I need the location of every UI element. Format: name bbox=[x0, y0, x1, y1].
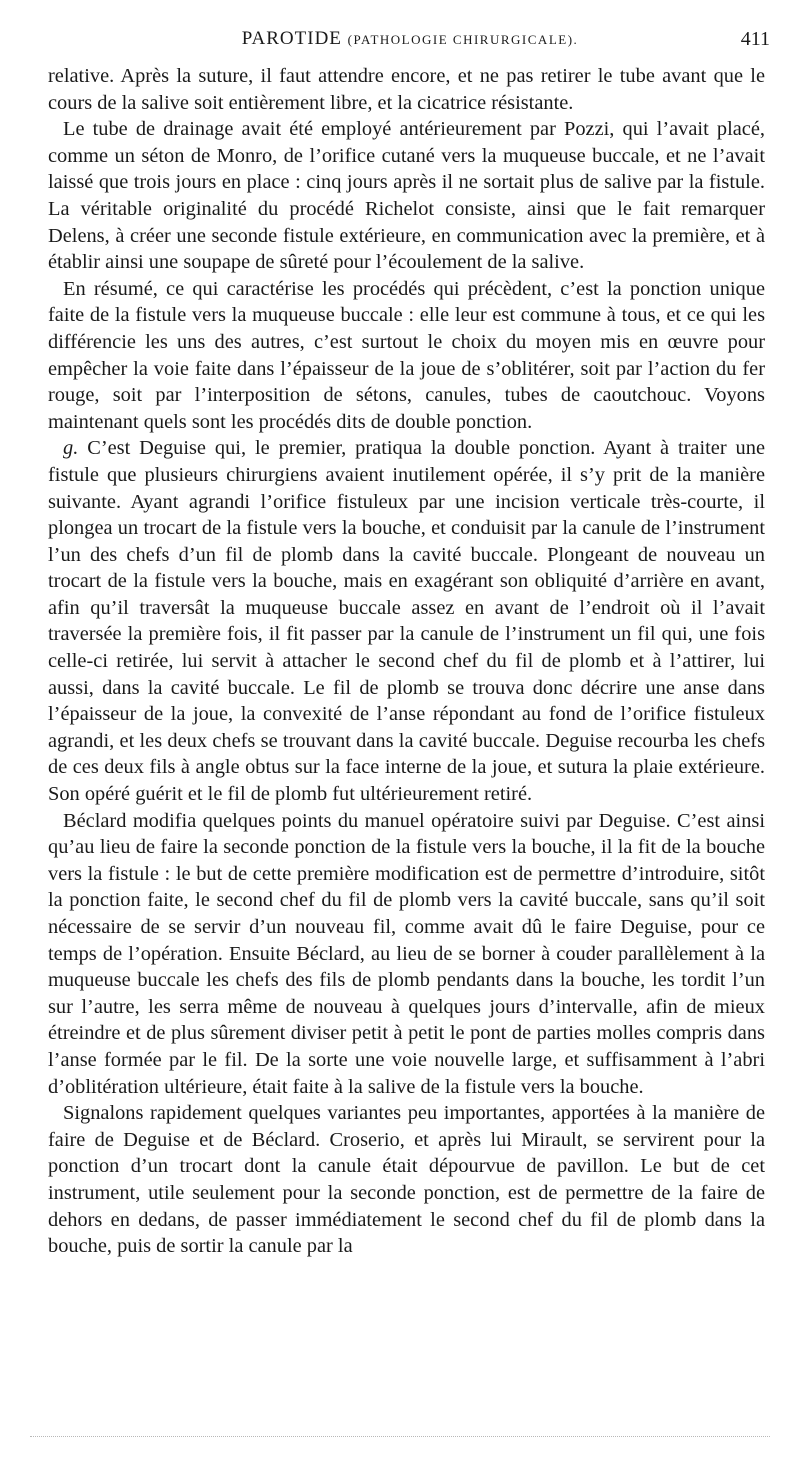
page-number: 411 bbox=[740, 28, 770, 50]
paragraph: Signalons rapidement quelques variantes peu importantes, apportées à la manière de faire de Deguise et de Béclard. Croserio, et après lui Mirault, se servirent pour la ponction d’un trocart dont la canule était dépourvue de pavillon. Le but de cet instrument, utile seulement pour la seconde ponction, est de permettre de la faire de dehors en dedans, de passer immédiatement le second chef du fil de plomb dans la bouche, puis de sortir la canule par la bbox=[48, 1102, 765, 1258]
paragraph: relative. Après la suture, il faut attendre encore, et ne pas retirer le tube avant que le cours de la salive soit entièrement libre, et la cicatrice résistante. bbox=[48, 65, 765, 114]
section-marker: g. bbox=[63, 437, 79, 460]
footer-rule bbox=[30, 1436, 770, 1437]
body-text bbox=[48, 63, 765, 1260]
paragraph: Béclard modifia quelques points du manuel opératoire suivi par Deguise. C’est ainsi qu’au lieu de faire la seconde ponction de la fistule vers la bouche, il la fit de la bouche vers la fistule : le but de cette première modification est de permettre d’introduire, sitôt la ponction faite, le second chef du fil de plomb vers la cavité buccale, sans qu’il soit nécessaire de se servir d’un nouveau fil, comme avait dû le faire Deguise, pour ce temps de l’opération. Ensuite Béclard, au lieu de se borner à couder parallèlement à la muqueuse buccale les chefs des fils de plomb pendants dans la bouche, les tordit l’un sur l’autre, les serra même de nouveau à quelques jours d’intervalle, afin de mieux étreindre et de plus sûrement diviser petit à petit le pont de parties molles compris dans l’anse formée par le fil. De la sorte une voie nouvelle large, et suffisamment à l’abri d’oblitération ultérieure, était faite à la salive de la fistule vers la bouche. bbox=[48, 809, 765, 1098]
header-subtitle: (PATHOLOGIE CHIRURGICALE). bbox=[347, 32, 579, 47]
paragraph bbox=[48, 435, 765, 807]
running-header bbox=[50, 28, 770, 58]
paragraph: En résumé, ce qui caractérise les procédés qui précèdent, c’est la ponction unique faite de la fistule vers la muqueuse buccale : elle leur est commune à tous, et ce qui les différencie les uns des autres, c’est surtout le choix du moyen mis en œuvre pour empêcher la voie faite dans l’épaisseur de la joue de s’oblitérer, soit par l’action du fer rouge, soit par l’interposition de sétons, canules, tubes de caoutchouc. Voyons maintenant quels sont les procédés dits de double ponction. bbox=[48, 277, 765, 433]
paragraph: Le tube de drainage avait été employé antérieurement par Pozzi, qui l’avait placé, comme un séton de Monro, de l’orifice cutané vers la muqueuse buccale, et ne l’avait laissé que trois jours en place : cinq jours après il ne sortait plus de salive par la fistule. La véritable originalité du procédé Richelot consiste, ainsi que le fait remarquer Delens, à créer une seconde fistule extérieure, en communication avec la première, et à établir ainsi une soupape de sûreté pour l’écoulement de la salive. bbox=[48, 118, 765, 274]
running-title bbox=[50, 28, 770, 50]
header-title: PAROTIDE bbox=[241, 28, 342, 49]
paragraph-text: C’est Deguise qui, le premier, pratiqua la double ponction. Ayant à traiter une fistule que plusieurs chirurgiens avaient inutilement opérée, il s’y prit de la manière suivante. Ayant agrandi l’orifice fistuleux par une incision verticale très-courte, il plongea un trocart de la fistule vers la bouche, et conduisit par la canule de l’instrument l’un des chefs d’un fil de plomb dans la cavité buccale. Plongeant de nouveau un trocart de la fistule vers la bouche, mais en exagérant son obliquité d’arrière en avant, afin qu’il traversât la muqueuse buccale assez en avant de l’endroit où il l’avait traversée la première fois, il fit passer par la canule de l’instrument un fil qui, une fois celle-ci retirée, lui servit à attacher le second chef du fil de plomb et à l’attirer, lui aussi, dans la cavité buccale. Le fil de plomb se trouva donc décrire une anse dans l’épaisseur de la joue, la convexité de l’anse répondant au fond de l’orifice fistuleux agrandi, et les deux chefs se trouvant dans la cavité buccale. Deguise recourba les chefs de ces deux fils à angle obtus sur la face interne de la joue, et sutura la plaie extérieure. Son opéré guérit et le fil de plomb fut ultérieurement retiré. bbox=[48, 437, 765, 806]
